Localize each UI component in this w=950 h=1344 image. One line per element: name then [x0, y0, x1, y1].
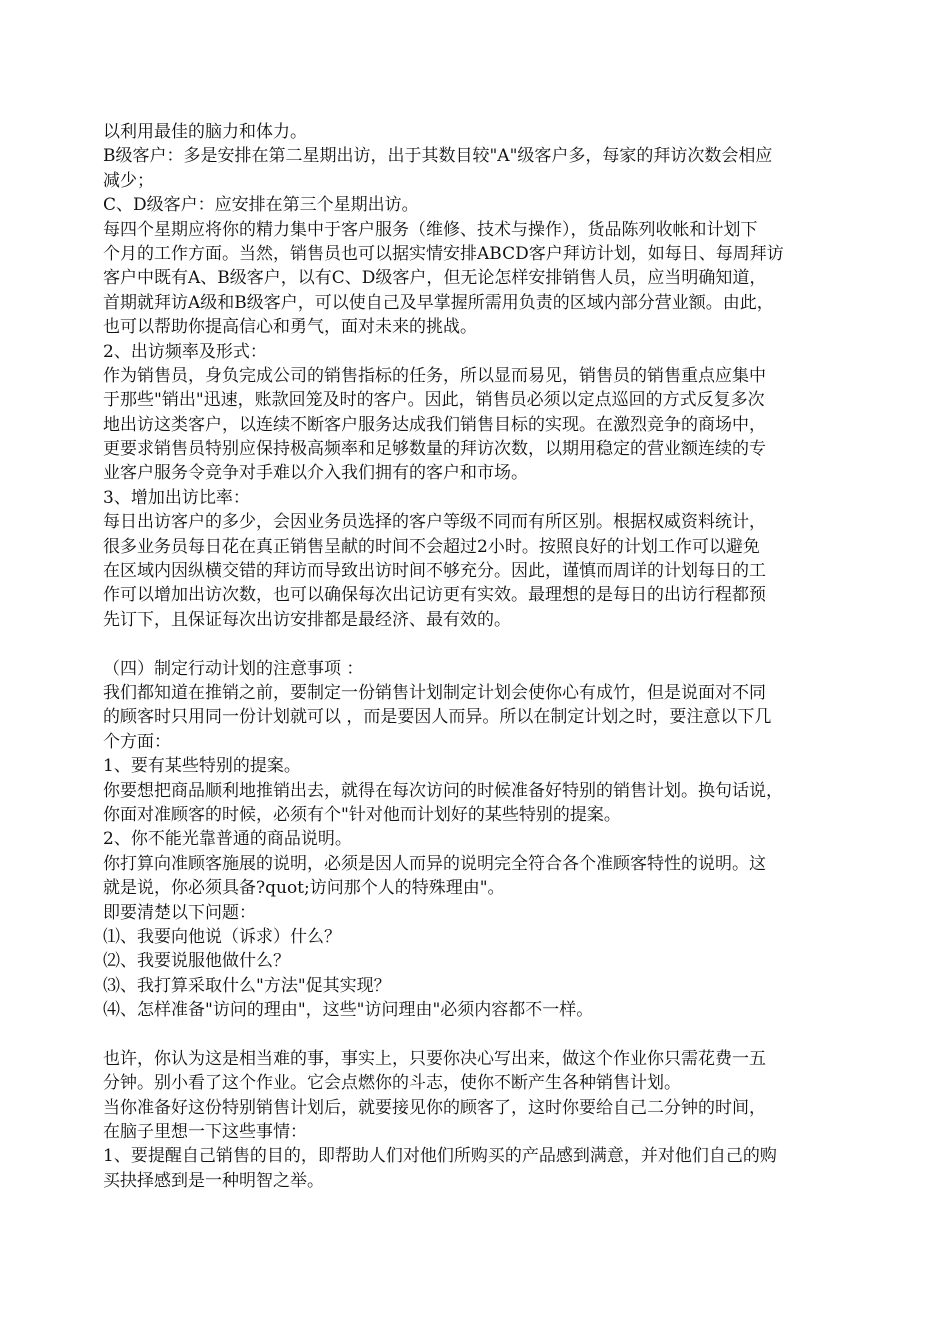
text-line: 客户中既有A、B级客户，以有C、D级客户，但无论怎样安排销售人员，应当明确知道， [103, 268, 767, 289]
text-line: （四）制定行动计划的注意事项 ： [103, 658, 364, 679]
document-body [103, 120, 863, 1193]
blank-line [103, 632, 863, 656]
text-line: 也可以帮助你提高信心和勇气，面对未来的挑战。 [103, 317, 477, 338]
text-line: 即要清楚以下问题： [103, 902, 256, 923]
text-line: 我们都知道在推销之前，要制定一份销售计划制定计划会使你心有成竹，但是说面对不同 [103, 682, 766, 703]
text-line: ⑴、我要向他说（诉求）什么？ [103, 926, 341, 947]
text-line: 当你准备好这份特别销售计划后，就要接见你的顾客了，这时你要给自己二分钟的时间， [103, 1097, 766, 1118]
text-line: 你面对准顾客的时候，必须有个"针对他而计划好的某些特别的提案。 [103, 804, 621, 825]
text-line: 减少； [103, 170, 154, 191]
text-line: 很多业务员每日花在真正销售呈献的时间不会超过2小时。按照良好的计划工作可以避免 [103, 536, 760, 557]
text-line: 在脑子里想一下这些事情： [103, 1122, 307, 1143]
text-line: 的顾客时只用同一份计划就可以 ，而是要因人而异。所以在制定计划之时，要注意以下几 [103, 707, 772, 728]
text-line: ⑶、我打算采取什么"方法"促其实现？ [103, 975, 391, 996]
text-line: ⑷、怎样准备"访问的理由"，这些"访问理由"必须内容都不一样。 [103, 1000, 594, 1021]
text-line: 3、增加出访比率： [103, 487, 250, 508]
text-line: 个方面： [103, 731, 171, 752]
text-line: ⑵、我要说服他做什么？ [103, 951, 290, 972]
text-line: 也许，你认为这是相当难的事，事实上，只要你决心写出来，做这个作业你只需花费一五 [103, 1048, 766, 1069]
text-line: 以利用最佳的脑力和体力。 [103, 122, 307, 142]
text-line: 2、出访频率及形式： [103, 341, 267, 362]
text-line: C、D级客户：应安排在第三个星期出访。 [103, 195, 419, 216]
blank-line [103, 1022, 863, 1046]
text-line: 你打算向准顾客施展的说明，必须是因人而异的说明完全符合各个准顾客特性的说明。这 [103, 853, 766, 874]
text-line: 于那些"销出"迅速，账款回笼及时的客户。因此，销售员必须以定点巡回的方式反复多次 [103, 390, 765, 411]
text-line: B级客户：多是安排在第二星期出访，出于其数目较"A"级客户多，每家的拜访次数会相应 [103, 146, 773, 167]
text-line: 作为销售员，身负完成公司的销售指标的任务，所以显而易见，销售员的销售重点应集中 [103, 365, 766, 386]
text-line: 在区域内因纵横交错的拜访而导致出访时间不够充分。因此，谨慎而周详的计划每日的工 [103, 561, 766, 582]
text-line: 个月的工作方面。当然，销售员也可以据实情安排ABCD客户拜访计划，如每日、每周拜访 [103, 243, 784, 264]
text-line: 分钟。别小看了这个作业。它会点燃你的斗志，使你不断产生各种销售计划。 [103, 1073, 681, 1094]
text-line: 作可以增加出访次数，也可以确保每次出记访更有实效。最理想的是每日的出访行程都预 [103, 585, 766, 606]
text-line: 先订下，且保证每次出访安排都是最经济、最有效的。 [103, 609, 511, 630]
text-line: 1、要有某些特别的提案。 [103, 756, 301, 777]
text-line: 每四个星期应将你的精力集中于客户服务（维修、技术与操作），货品陈列收帐和计划下 [103, 219, 758, 240]
text-line: 买抉择感到是一种明智之举。 [103, 1170, 324, 1191]
text-line: 首期就拜访A级和B级客户，可以使自己及早掌握所需用负责的区域内部分营业额。由此， [103, 292, 774, 313]
text-line: 更要求销售员特别应保持极高频率和足够数量的拜访次数，以期用稳定的营业额连续的专 [103, 439, 766, 460]
text-line: 业客户服务令竞争对手难以介入我们拥有的客户和市场。 [103, 463, 528, 484]
text-line: 你要想把商品顺利地推销出去，就得在每次访问的时候准备好特别的销售计划。换句话说， [103, 780, 783, 801]
text-line: 就是说，你必须具备?quot;访问那个人的特殊理由"。 [103, 878, 505, 899]
text-line: 2、你不能光靠普通的商品说明。 [103, 829, 352, 850]
text-line: 地出访这类客户，以连续不断客户服务达成我们销售目标的实现。在激烈竞争的商场中， [103, 414, 766, 435]
text-line: 1、要提醒自己销售的目的，即帮助人们对他们所购买的产品感到满意，并对他们自己的购 [103, 1146, 777, 1167]
text-line: 每日出访客户的多少，会因业务员选择的客户等级不同而有所区别。根据权威资料统计， [103, 512, 766, 533]
